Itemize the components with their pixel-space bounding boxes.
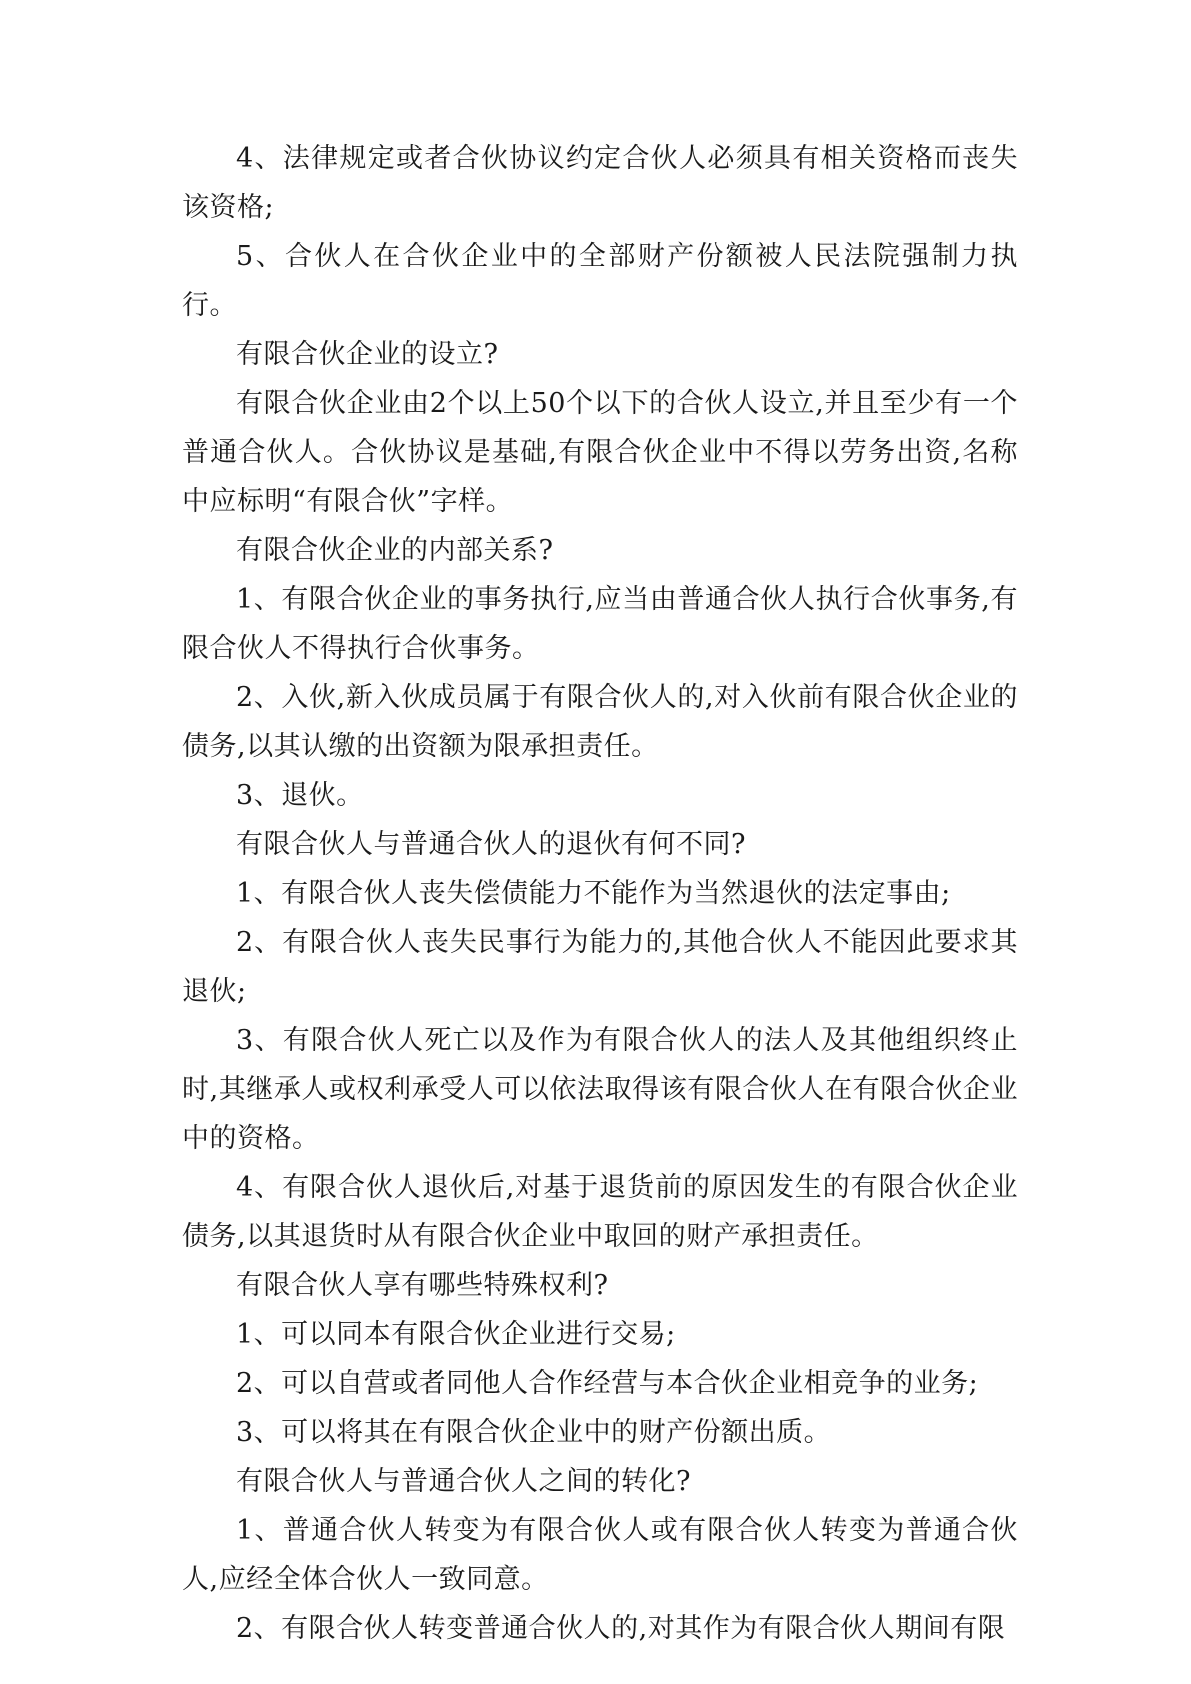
paragraph-withdrawal: 3、退伙。 (236, 780, 364, 811)
paragraph-item-5-enforcement: 5、合伙人在合伙企业中的全部财产份额被人民法院强制力执行。 (182, 241, 1018, 321)
paragraph-pledge: 3、可以将其在有限合伙企业中的财产份额出质。 (236, 1417, 832, 1448)
paragraph-civil-capacity: 2、有限合伙人丧失民事行为能力的,其他合伙人不能因此要求其退伙; (182, 927, 1018, 1007)
paragraph-conversion-consent: 1、普通合伙人转变为有限合伙人或有限合伙人转变为普通合伙人,应经全体合伙人一致同意。 (182, 1515, 1018, 1595)
paragraph-affairs-execution: 1、有限合伙企业的事务执行,应当由普通合伙人执行合伙事务,有限合伙人不得执行合伙事务。 (182, 584, 1018, 664)
paragraph-transactions: 1、可以同本有限合伙企业进行交易; (236, 1319, 676, 1350)
paragraph-solvency: 1、有限合伙人丧失偿债能力不能作为当然退伙的法定事由; (236, 878, 951, 909)
paragraph-competing-business: 2、可以自营或者同他人合作经营与本合伙企业相竞争的业务; (236, 1368, 979, 1399)
section-heading-special-rights: 有限合伙人享有哪些特殊权利? (236, 1270, 609, 1301)
section-heading-internal-relations: 有限合伙企业的内部关系? (236, 535, 554, 566)
paragraph-establishment: 有限合伙企业由2个以上50个以下的合伙人设立,并且至少有一个普通合伙人。合伙协议是基础,有限合伙企业中不得以劳务出资,名称中应标明“有限合伙”字样。 (182, 388, 1018, 517)
paragraph-post-withdrawal-liability: 4、有限合伙人退伙后,对基于退货前的原因发生的有限合伙企业债务,以其退货时从有限合伙企业中取回的财产承担责任。 (182, 1172, 1018, 1252)
section-heading-conversion: 有限合伙人与普通合伙人之间的转化? (236, 1466, 691, 1497)
section-heading-withdrawal-differences: 有限合伙人与普通合伙人的退伙有何不同? (236, 829, 746, 860)
paragraph-conversion-liability: 2、有限合伙人转变普通合伙人的,对其作为有限合伙人期间有限 (236, 1613, 1006, 1644)
paragraph-death-succession: 3、有限合伙人死亡以及作为有限合伙人的法人及其他组织终止时,其继承人或权利承受人可以依法取得该有限合伙人在有限合伙企业中的资格。 (182, 1025, 1018, 1154)
section-heading-establishment: 有限合伙企业的设立? (236, 339, 499, 370)
document-body (182, 134, 1018, 1653)
paragraph-item-4-qualification: 4、法律规定或者合伙协议约定合伙人必须具有相关资格而丧失该资格; (182, 143, 1018, 223)
paragraph-admission: 2、入伙,新入伙成员属于有限合伙人的,对入伙前有限合伙企业的债务,以其认缴的出资额为限承担责任。 (182, 682, 1018, 762)
